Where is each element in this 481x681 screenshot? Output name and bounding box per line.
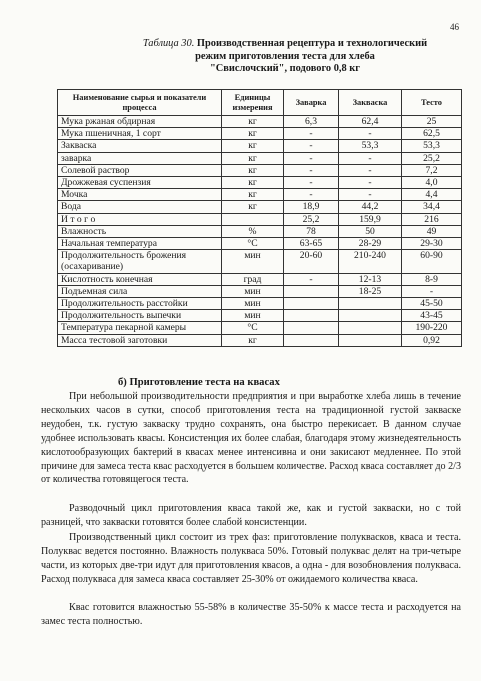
table-cell: 34,4	[402, 201, 462, 213]
section-title: б) Приготовление теста на квасах	[118, 377, 280, 388]
table-cell: 0,92	[402, 334, 462, 346]
table-row	[58, 250, 462, 273]
table-title-line2: режим приготовления теста для хлеба	[195, 50, 375, 62]
table-cell: Температура пекарной камеры	[58, 322, 222, 334]
table-row	[58, 310, 462, 322]
table-cell: -	[402, 285, 462, 297]
table-cell: Солевой раствор	[58, 164, 222, 176]
table-cell	[339, 298, 402, 310]
table-cell: Мука пшеничная, 1 сорт	[58, 128, 222, 140]
table-row	[58, 238, 462, 250]
column-header: Тесто	[402, 90, 462, 116]
table-cell: 62,5	[402, 128, 462, 140]
table-cell: 50	[339, 225, 402, 237]
table-cell	[222, 213, 284, 225]
table-row	[58, 201, 462, 213]
table-row	[58, 177, 462, 189]
table-cell: И т о г о	[58, 213, 222, 225]
table-label: Таблица 30.	[142, 38, 195, 49]
table-cell: кг	[222, 177, 284, 189]
table-cell: %	[222, 225, 284, 237]
table-cell: Закваска	[58, 140, 222, 152]
paragraph	[41, 601, 461, 629]
table-cell: 29-30	[402, 238, 462, 250]
table-cell: мин	[222, 285, 284, 297]
table-row	[58, 128, 462, 140]
table-cell: мин	[222, 310, 284, 322]
table-cell: °С	[222, 322, 284, 334]
table-cell: 53,3	[402, 140, 462, 152]
paragraph	[41, 390, 461, 487]
table-cell	[339, 310, 402, 322]
table-cell: 28-29	[339, 238, 402, 250]
table-cell: Влажность	[58, 225, 222, 237]
table-cell: 216	[402, 213, 462, 225]
table-cell: 49	[402, 225, 462, 237]
table-cell	[339, 322, 402, 334]
table-cell: 63-65	[284, 238, 339, 250]
page-number: 46	[450, 22, 459, 32]
paragraph-text: Квас готовится влажностью 55-58% в количестве 35-50% к массе теста и расходуется на замес теста полностью.	[41, 602, 461, 627]
table-cell	[284, 298, 339, 310]
table-cell: заварка	[58, 152, 222, 164]
table-row	[58, 298, 462, 310]
paragraph-text: Разводочный цикл приготовления кваса такой же, как и густой закваски, но с той разницей, что закваски готовятся более слабой консистенции.	[41, 503, 461, 528]
table-cell: Продолжительность брожения (осахаривание)	[58, 250, 222, 273]
table-cell: Продолжительность выпечки	[58, 310, 222, 322]
table-cell: 18-25	[339, 285, 402, 297]
table-cell: Масса тестовой заготовки	[58, 334, 222, 346]
table-row	[58, 140, 462, 152]
table-cell: -	[339, 164, 402, 176]
table-cell: 60-90	[402, 250, 462, 273]
table-cell: Дрожжевая суспензия	[58, 177, 222, 189]
table-cell: 18,9	[284, 201, 339, 213]
table-cell: мин	[222, 298, 284, 310]
table-header-row	[58, 90, 462, 116]
table-cell: 25	[402, 116, 462, 128]
table-cell	[284, 285, 339, 297]
table-cell: 53,3	[339, 140, 402, 152]
table-caption	[110, 38, 460, 76]
table-row	[58, 152, 462, 164]
table-row	[58, 225, 462, 237]
table-cell: кг	[222, 128, 284, 140]
table-cell: 45-50	[402, 298, 462, 310]
table-cell: -	[284, 177, 339, 189]
table-cell: 210-240	[339, 250, 402, 273]
table-cell: 25,2	[402, 152, 462, 164]
table-row	[58, 116, 462, 128]
table-cell: Мука ржаная обдирная	[58, 116, 222, 128]
table-cell: -	[339, 128, 402, 140]
table-cell: -	[284, 140, 339, 152]
table-row	[58, 189, 462, 201]
table-cell: -	[339, 152, 402, 164]
table-cell: кг	[222, 140, 284, 152]
table-row	[58, 164, 462, 176]
recipe-table	[57, 89, 462, 347]
table-row	[58, 334, 462, 346]
table-cell: град	[222, 273, 284, 285]
table-cell: -	[284, 273, 339, 285]
column-header: Наименование сырья и показатели процесса	[58, 90, 222, 116]
table-row	[58, 213, 462, 225]
column-header: Закваска	[339, 90, 402, 116]
table-cell: 6,3	[284, 116, 339, 128]
table-cell: -	[284, 164, 339, 176]
table-cell: мин	[222, 250, 284, 273]
table-cell: 7,2	[402, 164, 462, 176]
table-cell: -	[339, 177, 402, 189]
table-cell: -	[284, 189, 339, 201]
table-cell: 25,2	[284, 213, 339, 225]
table-cell: Кислотность конечная	[58, 273, 222, 285]
paragraph	[41, 502, 461, 530]
table-cell	[284, 310, 339, 322]
table-cell: 78	[284, 225, 339, 237]
paragraph-text: При небольшой производительности предприятия и при выработке хлеба лишь в течение нескольких часов в сутки, способ приготовления теста на традиционной густой закваске неудобен, т.к. густую закваску трудно сохранять, она быстро перекисает. В данном случае удобнее использовать квасы. Консистенция их более слабая, благодаря этому жизнедеятельность кислотообразующих бактерий в квасах менее интенсивна и они закисают медленнее. По этой причине для замеса теста квас расходуется в большем количестве. Расход кваса составляет до 2/3 от количества готовящегося теста.	[41, 391, 462, 486]
table-cell: 190-220	[402, 322, 462, 334]
table-cell: Вода	[58, 201, 222, 213]
column-header: Заварка	[284, 90, 339, 116]
table-title-line3: "Свислочский", подового 0,8 кг	[210, 63, 360, 75]
table-cell: Мочка	[58, 189, 222, 201]
paragraph	[41, 531, 461, 587]
table-row	[58, 285, 462, 297]
table-cell: 159,9	[339, 213, 402, 225]
table-cell: 44,2	[339, 201, 402, 213]
table-cell: Продолжительность расстойки	[58, 298, 222, 310]
table-cell: -	[284, 128, 339, 140]
paragraph-text: Производственный цикл состоит из трех фаз: приготовление полуквасков, кваса и теста. Полуквас ведется постоянно. Влажность полукваса 50%. Готовый полуквас делят на три-четыре части, из которых две-три идут для приготовления квасов, а одна - для возобновления полукваса. Расход полукваса для замеса кваса составляет 25-30% от ожидаемого количества кваса.	[41, 532, 461, 585]
table-row	[58, 322, 462, 334]
table-cell	[284, 334, 339, 346]
table-cell: °С	[222, 238, 284, 250]
table-cell: 43-45	[402, 310, 462, 322]
table-cell	[284, 322, 339, 334]
table-row	[58, 273, 462, 285]
table-cell: кг	[222, 164, 284, 176]
table-cell: кг	[222, 201, 284, 213]
table-cell: кг	[222, 152, 284, 164]
table-cell: 62,4	[339, 116, 402, 128]
table-cell: кг	[222, 116, 284, 128]
table-cell: кг	[222, 189, 284, 201]
table-cell	[339, 334, 402, 346]
column-header: Единицы измерения	[222, 90, 284, 116]
table-cell: -	[284, 152, 339, 164]
table-title-line1: Производственная рецептура и технологический	[196, 38, 428, 49]
table-cell: 4,4	[402, 189, 462, 201]
table-cell: -	[339, 189, 402, 201]
table-cell: 12-13	[339, 273, 402, 285]
table-cell: 4,0	[402, 177, 462, 189]
table-cell: 8-9	[402, 273, 462, 285]
table-cell: кг	[222, 334, 284, 346]
table-cell: Начальная температура	[58, 238, 222, 250]
table-cell: Подъемная сила	[58, 285, 222, 297]
table-cell: 20-60	[284, 250, 339, 273]
